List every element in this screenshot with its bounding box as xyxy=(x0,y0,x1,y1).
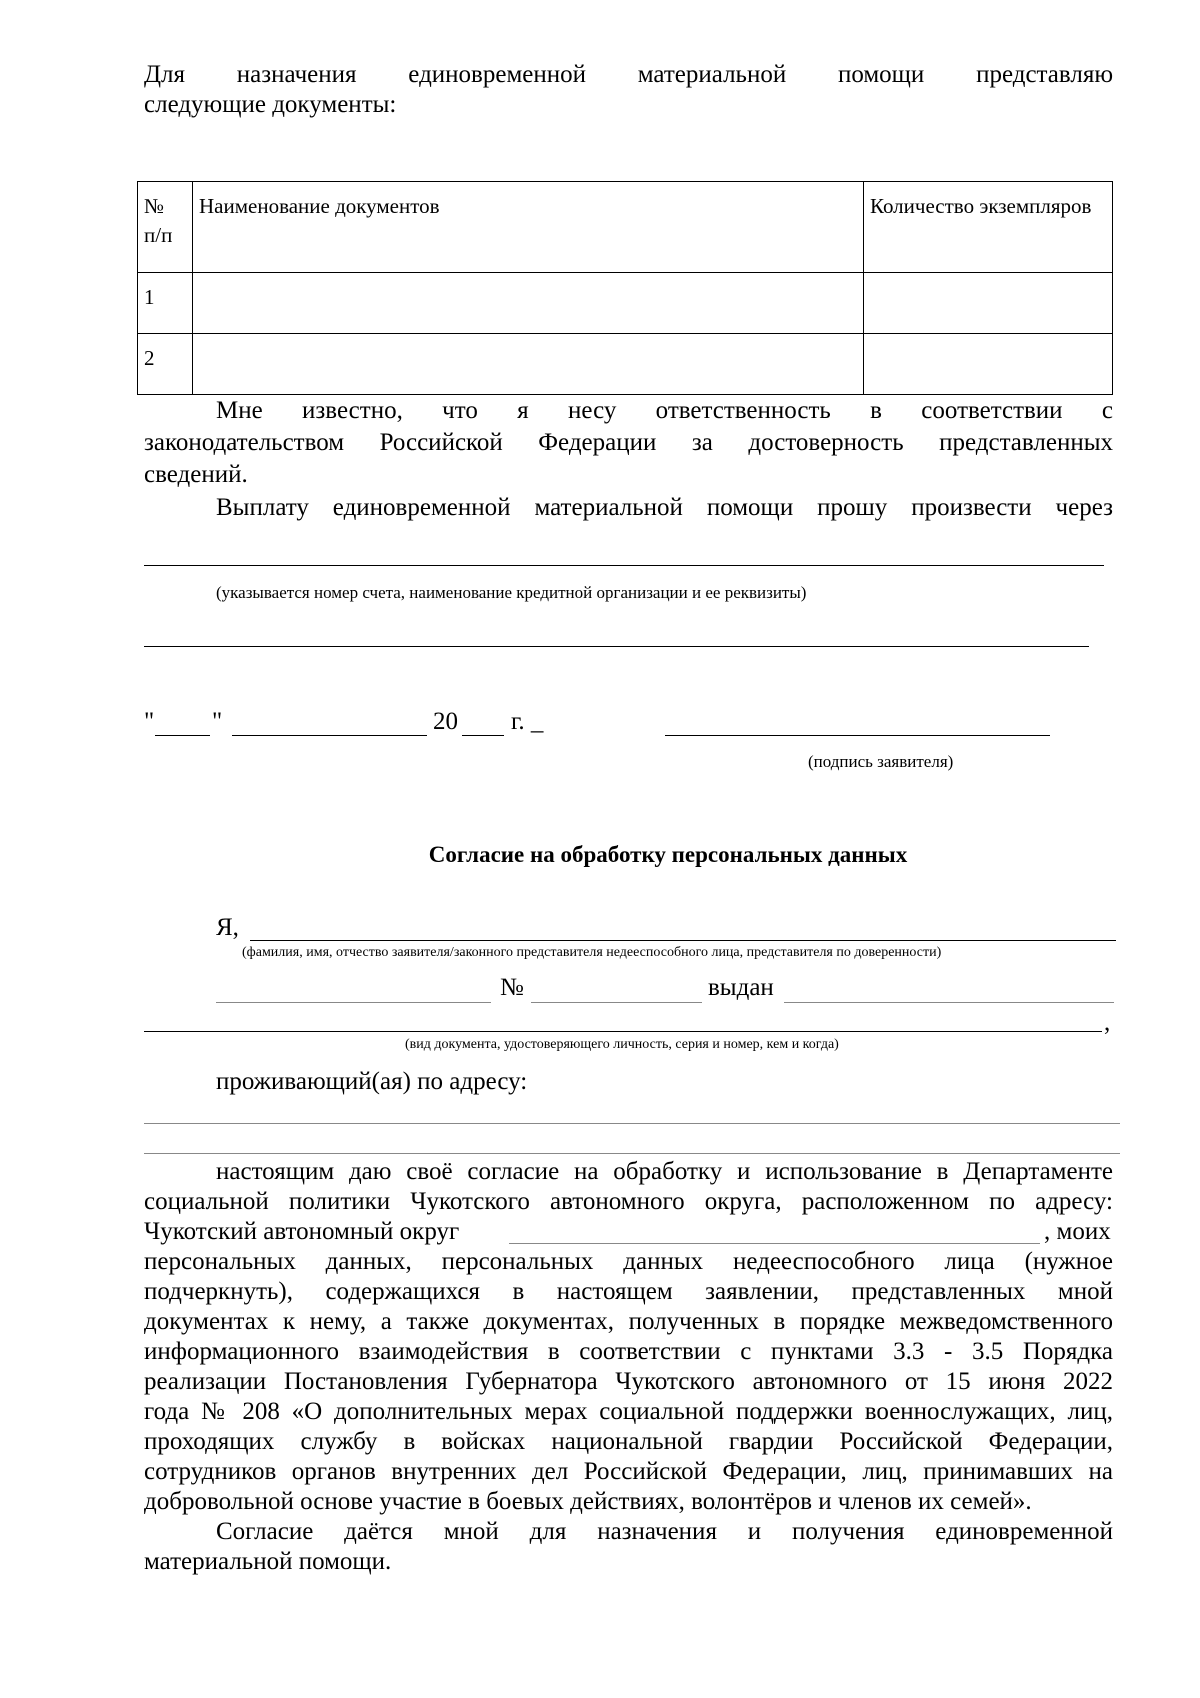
row-number: 1 xyxy=(138,273,193,334)
consent-body-line-11: сотрудников органов внутренних дел Российской Федерации, лиц, принимавших на xyxy=(144,1458,1113,1485)
address-label: проживающий(ая) по адресу: xyxy=(216,1068,528,1095)
document-details-field[interactable] xyxy=(144,1031,1102,1032)
header-count: Количество экземпляров xyxy=(864,182,1113,273)
table-row xyxy=(138,334,1113,395)
date-year-suffix: г. _ xyxy=(511,708,544,735)
header-doc-name: Наименование документов xyxy=(193,182,864,273)
payment-details-line-2[interactable] xyxy=(144,646,1089,647)
document-issued-label: выдан xyxy=(708,974,774,1001)
payment-hint: (указывается номер счета, наименование кредитной организации и ее реквизиты) xyxy=(216,583,807,602)
department-address-field[interactable] xyxy=(509,1243,1040,1244)
responsibility-line-3: сведений. xyxy=(144,461,248,488)
header-number: № п/п xyxy=(138,182,193,273)
document-type-field[interactable] xyxy=(216,1002,491,1003)
consent-body-line-2: социальной политики Чукотского автономного округа, расположенном по адресу: xyxy=(144,1188,1113,1215)
consent-body-line-1: настоящим даю своё согласие на обработку и использование в Департаменте xyxy=(216,1158,1113,1185)
consent-body-line-3-end: , моих xyxy=(1044,1218,1111,1245)
closing-line-2: материальной помощи. xyxy=(144,1548,392,1575)
responsibility-line-2: законодательством Российской Федерации за достоверность представленных xyxy=(144,429,1113,456)
signature-field[interactable] xyxy=(665,735,1050,736)
date-year-prefix: 20 xyxy=(433,708,458,735)
date-day-field[interactable] xyxy=(155,735,210,736)
fio-field[interactable] xyxy=(250,940,1116,941)
date-year-field[interactable] xyxy=(462,735,504,736)
date-quote-close: " xyxy=(212,708,223,735)
signature-hint: (подпись заявителя) xyxy=(808,752,954,771)
documents-table xyxy=(137,181,1113,395)
row-count-cell[interactable] xyxy=(864,273,1113,334)
row-count-cell[interactable] xyxy=(864,334,1113,395)
document-number-field[interactable] xyxy=(531,1002,702,1003)
payment-details-line[interactable] xyxy=(144,565,1104,566)
consent-title: Согласие на обработку персональных данных xyxy=(428,842,908,867)
consent-body-line-9: года № 208 «О дополнительных мерах социальной поддержки военнослужащих, лиц, xyxy=(144,1398,1113,1425)
consent-body-line-5: подчеркнуть), содержащихся в настоящем заявлении, представленных мной xyxy=(144,1278,1113,1305)
consent-body-line-12: добровольной основе участие в боевых действиях, волонтёров и членов их семей». xyxy=(144,1488,1032,1515)
fio-hint: (фамилия, имя, отчество заявителя/законного представителя недееспособного лица, представителя по доверенности) xyxy=(242,945,942,960)
closing-line-1: Согласие даётся мной для назначения и получения единовременной xyxy=(216,1518,1113,1545)
row-number: 2 xyxy=(138,334,193,395)
table-row xyxy=(138,273,1113,334)
address-field[interactable] xyxy=(144,1123,1120,1124)
consent-body-line-4: персональных данных, персональных данных недееспособного лица (нужное xyxy=(144,1248,1113,1275)
document-details-comma: , xyxy=(1104,1009,1111,1036)
payment-line: Выплату единовременной материальной помощи прошу произвести через xyxy=(216,494,1113,521)
consent-i-label: Я, xyxy=(216,914,239,941)
document-hint: (вид документа, удостоверяющего личность, серия и номер, кем и когда) xyxy=(405,1037,839,1052)
row-doc-name-cell[interactable] xyxy=(193,334,864,395)
consent-body-line-6: документах к нему, а также документах, полученных в порядке межведомственного xyxy=(144,1308,1113,1335)
date-month-field[interactable] xyxy=(232,735,427,736)
intro-line-1: Для назначения единовременной материальной помощи представляю xyxy=(144,61,1113,88)
address-field-2[interactable] xyxy=(144,1153,1120,1154)
document-number-label: № xyxy=(500,974,524,1001)
table-header-row xyxy=(138,182,1113,273)
consent-body-line-7: информационного взаимодействия в соответствии с пунктами 3.3 - 3.5 Порядка xyxy=(144,1338,1113,1365)
consent-body-line-3: Чукотский автономный округ xyxy=(144,1218,460,1245)
consent-body-line-8: реализации Постановления Губернатора Чукотского автономного от 15 июня 2022 xyxy=(144,1368,1113,1395)
intro-line-2: следующие документы: xyxy=(144,91,397,118)
date-quote-open: " xyxy=(144,708,155,735)
consent-body-line-10: проходящих службу в войсках национальной гвардии Российской Федерации, xyxy=(144,1428,1113,1455)
document-issued-field[interactable] xyxy=(784,1002,1114,1003)
responsibility-line-1: Мне известно, что я несу ответственность в соответствии с xyxy=(216,397,1113,424)
row-doc-name-cell[interactable] xyxy=(193,273,864,334)
